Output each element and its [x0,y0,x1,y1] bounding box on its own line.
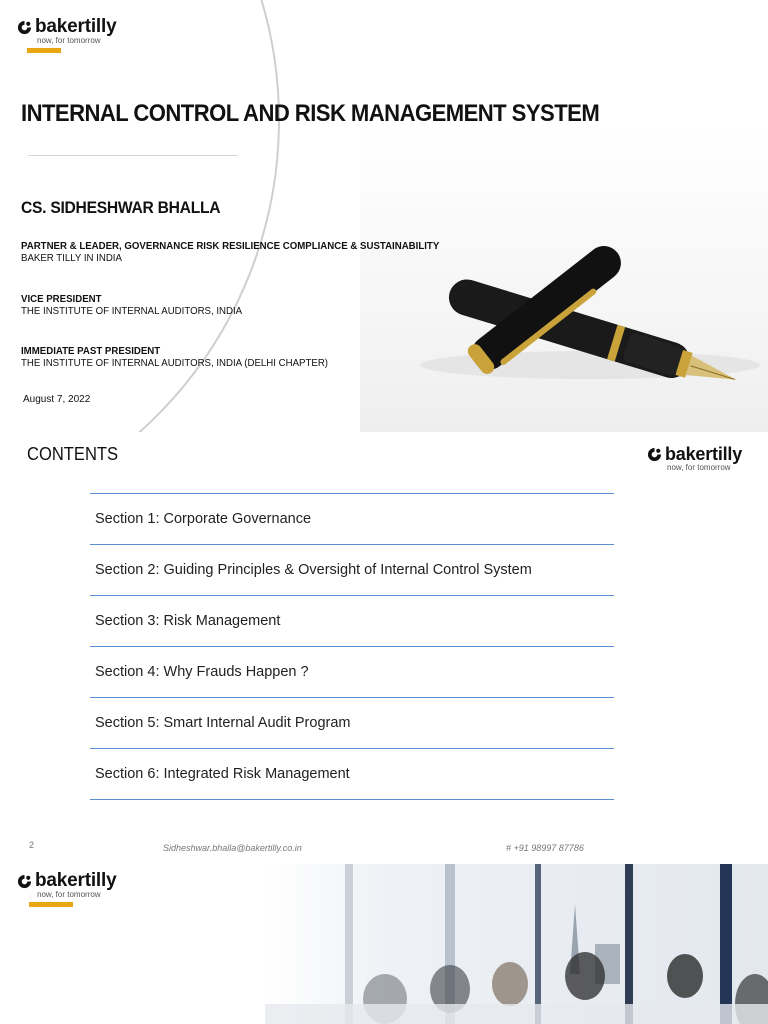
contents-heading: CONTENTS [27,444,119,464]
toc-item[interactable]: Section 4: Why Frauds Happen ? [90,646,614,697]
brand-logo [17,16,116,53]
role-title: VICE PRESIDENT [21,293,102,305]
brand-accent-bar [27,48,61,53]
role-org: BAKER TILLY IN INDIA [21,252,122,264]
page-number: 2 [29,840,35,850]
footer-phone: # +91 98997 87786 [506,843,584,853]
toc-item[interactable]: Section 1: Corporate Governance [90,493,614,544]
presentation-title: INTERNAL CONTROL AND RISK MANAGEMENT SYSTEM [21,100,600,127]
brand-logo [17,870,116,907]
toc-item[interactable]: Section 2: Guiding Principles & Oversight of Internal Control System [90,544,614,595]
presentation-date: August 7, 2022 [23,394,91,405]
brand-logo [647,444,742,472]
role-org: THE INSTITUTE OF INTERNAL AUDITORS, INDIA [21,305,243,317]
brand-name: bakertilly [665,444,743,464]
brand-name: bakertilly [35,870,117,891]
brand-tagline: now, for tomorrow [37,36,101,45]
footer-email: Sidheshwar.bhalla@bakertilly.co.in [163,843,302,853]
brand-tagline: now, for tomorrow [37,890,101,899]
brand-name: bakertilly [35,16,117,37]
bakertilly-mark-icon [647,447,662,462]
table-of-contents [90,493,614,800]
toc-item[interactable]: Section 6: Integrated Risk Management [90,748,614,800]
office-photo [265,864,768,1024]
brand-accent-bar [29,902,73,907]
role-3 [21,345,328,369]
role-title: IMMEDIATE PAST PRESIDENT [21,345,161,357]
bakertilly-mark-icon [17,874,32,889]
brand-tagline: now, for tomorrow [667,463,731,472]
toc-item[interactable]: Section 3: Risk Management [90,595,614,646]
role-title: PARTNER & LEADER, GOVERNANCE RISK RESILIENCE COMPLIANCE & SUSTAINABILITY [21,240,440,252]
fountain-pen-icon [360,125,768,432]
role-org: THE INSTITUTE OF INTERNAL AUDITORS, INDIA (DELHI CHAPTER) [21,357,329,369]
bakertilly-mark-icon [17,20,32,35]
presenter-name: CS. SIDHESHWAR BHALLA [21,198,221,217]
title-divider [28,155,238,156]
toc-item[interactable]: Section 5: Smart Internal Audit Program [90,697,614,748]
pen-image-panel [360,125,768,432]
section-slide [0,864,768,1024]
title-slide [0,0,768,432]
contents-slide [0,432,768,864]
role-2 [21,293,242,317]
role-1 [21,240,439,264]
office-meeting-photo-icon [265,864,768,1024]
